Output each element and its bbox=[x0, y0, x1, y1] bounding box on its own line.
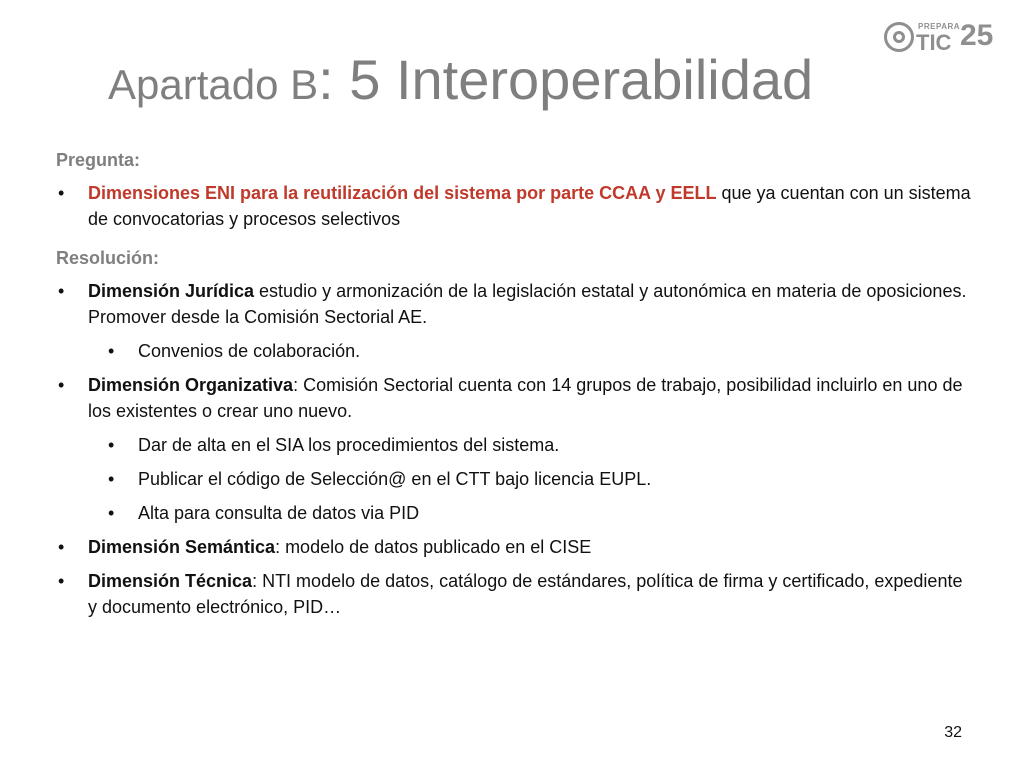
item-text: Dar de alta en el SIA los procedimientos del sistema. bbox=[138, 435, 560, 455]
pregunta-highlight: Dimensiones ENI para la reutilización del sistema por parte CCAA y EELL bbox=[88, 183, 717, 203]
logo-small-text: PREPARA bbox=[918, 22, 961, 31]
list-item bbox=[106, 338, 976, 364]
resolucion-label: Resolución: bbox=[56, 248, 160, 268]
list-item bbox=[106, 466, 976, 492]
logo-ring-icon bbox=[884, 22, 914, 52]
item-text: estudio y armonización de la legislación estatal y autonómica en materia de oposiciones. Promover desde la Comisión Sectorial AE. bbox=[88, 281, 967, 327]
list-item bbox=[106, 432, 976, 458]
page-number: 32 bbox=[944, 724, 962, 741]
item-bold: Dimensión Semántica bbox=[88, 537, 276, 557]
logo-word: TIC bbox=[916, 30, 952, 55]
list-item bbox=[56, 278, 976, 330]
resolucion-list bbox=[56, 278, 976, 620]
item-text: : NTI modelo de datos, catálogo de estándares, política de firma y certificado, expediente y documento electrónico, PID… bbox=[88, 571, 963, 617]
pregunta-item bbox=[56, 180, 976, 232]
pregunta-label: Pregunta: bbox=[56, 150, 141, 170]
list-item bbox=[106, 500, 976, 526]
slide-title bbox=[108, 48, 814, 111]
title-part-1: Apartado B bbox=[108, 61, 319, 108]
pregunta-list bbox=[56, 180, 976, 232]
item-bold: Dimensión Jurídica bbox=[88, 281, 255, 301]
logo-number: 25 bbox=[960, 19, 994, 52]
item-bold: Dimensión Organizativa bbox=[88, 375, 294, 395]
slide-content bbox=[56, 148, 976, 620]
item-text: : Comisión Sectorial cuenta con 14 grupos de trabajo, posibilidad incluirlo en uno de los existentes o crear uno nuevo. bbox=[88, 375, 963, 421]
list-item bbox=[56, 534, 976, 560]
item-bold: Dimensión Técnica bbox=[88, 571, 253, 591]
pregunta-rest: que ya cuentan con un sistema de convocatorias y procesos selectivos bbox=[88, 183, 971, 229]
prepara-tic-25-logo bbox=[884, 20, 1004, 60]
list-item bbox=[56, 568, 976, 620]
item-text: : modelo de datos publicado en el CISE bbox=[275, 537, 592, 557]
title-part-2: : 5 Interoperabilidad bbox=[318, 48, 814, 111]
item-text: Convenios de colaboración. bbox=[138, 341, 361, 361]
item-text: Alta para consulta de datos via PID bbox=[138, 503, 420, 523]
item-text: Publicar el código de Selección@ en el CTT bajo licencia EUPL. bbox=[138, 469, 652, 489]
list-item bbox=[56, 372, 976, 424]
